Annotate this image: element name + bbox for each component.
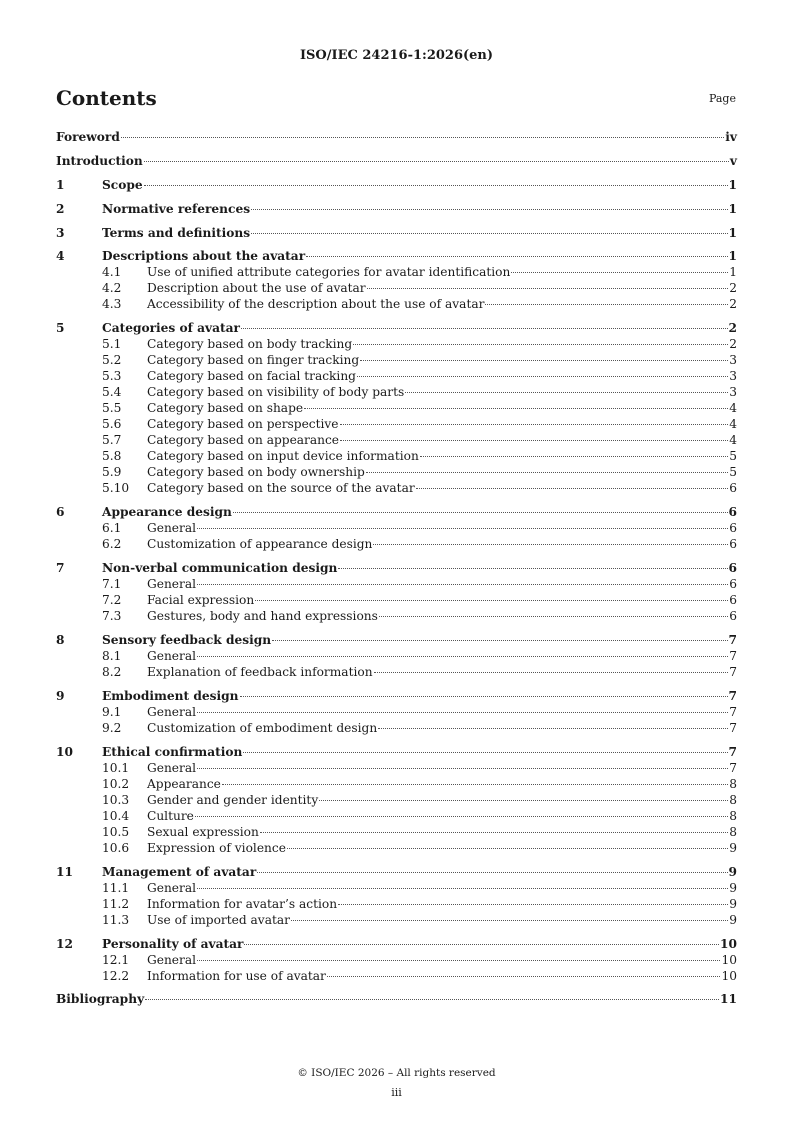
toc-subentry[interactable] [56, 448, 737, 464]
toc-entry-title: Facial expression [147, 593, 255, 608]
toc-entry-title: Foreword [56, 130, 120, 144]
dot-leader [306, 256, 727, 257]
toc-entry-title: Explanation of feedback information [147, 665, 373, 680]
toc-entry-title: Personality of avatar [102, 936, 244, 951]
toc-entry[interactable] [56, 936, 737, 952]
toc-entry-title: Description about the use of avatar [147, 281, 366, 296]
toc-entry-page: 6 [729, 537, 737, 552]
dot-leader [304, 408, 728, 409]
dot-leader [374, 672, 729, 673]
toc-entry-title: Category based on body tracking [147, 337, 353, 352]
toc-entry-page: 2 [729, 297, 737, 312]
dot-leader [360, 360, 728, 361]
toc-entry-title: Category based on shape [147, 401, 304, 416]
dot-leader [240, 696, 728, 697]
toc-subentry[interactable] [56, 912, 737, 928]
toc-entry-page: 7 [729, 649, 737, 664]
toc-entry-title: Category based on input device information [147, 449, 419, 464]
dot-leader [144, 185, 728, 186]
toc-entry-title: Category based on finger tracking [147, 353, 360, 368]
document-header: ISO/IEC 24216-1:2026(en) [299, 48, 494, 63]
toc-entry-number: 10.3 [102, 792, 130, 807]
dot-leader [257, 872, 727, 873]
dot-leader [233, 512, 728, 513]
toc-entry[interactable] [56, 560, 737, 576]
toc-entry-page: 6 [729, 577, 737, 592]
toc-subentry[interactable] [56, 336, 737, 352]
toc-entry-number: 11.2 [102, 896, 130, 911]
toc-subentry[interactable] [56, 776, 737, 792]
toc-entry-number: 10.4 [102, 808, 130, 823]
dot-leader [340, 440, 728, 441]
toc-entry-title: General [147, 704, 196, 719]
dot-leader [251, 233, 727, 234]
toc-entry-page: 9 [729, 896, 737, 911]
toc-entry[interactable] [56, 632, 737, 648]
toc-entry-number: 5.4 [102, 385, 122, 400]
dot-leader [291, 920, 728, 921]
toc-entry-title: Information for avatar’s action [147, 896, 338, 911]
toc-subentry[interactable] [56, 416, 737, 432]
toc-entry-page: 5 [729, 449, 737, 464]
dot-leader [255, 600, 728, 601]
dot-leader [416, 488, 729, 489]
toc-entry-title: General [147, 760, 196, 775]
toc-entry-page: 7 [729, 720, 737, 735]
dot-leader [222, 784, 728, 785]
toc-entry-number: 3 [56, 225, 65, 240]
dot-leader [287, 848, 728, 849]
toc-entry[interactable] [56, 991, 737, 1007]
toc-entry[interactable] [56, 201, 737, 217]
toc-entry[interactable] [56, 864, 737, 880]
toc-entry-number: 4 [56, 249, 65, 264]
toc-entry-page: v [729, 153, 737, 168]
toc-subentry[interactable] [56, 280, 737, 296]
toc-entry-title: Expression of violence [147, 840, 286, 855]
toc-entry-title: Sensory feedback design [102, 633, 272, 648]
toc-entry-title: Appearance [147, 776, 221, 791]
toc-entry-title: Culture [147, 808, 194, 823]
dot-leader [197, 584, 728, 585]
toc-entry-number: 7.2 [102, 593, 122, 608]
toc-entry-page: 7 [728, 633, 737, 648]
toc-entry-number: 12 [56, 936, 73, 951]
toc-entry-title: Management of avatar [102, 864, 257, 879]
toc-entry-title: Ethical confirmation [102, 744, 243, 759]
toc-entry-number: 5.10 [102, 481, 130, 496]
toc-entry-number: 10.1 [102, 760, 130, 775]
toc-subentry[interactable] [56, 520, 737, 536]
toc-entry-page: 5 [729, 465, 737, 480]
toc-entry-title: Information for use of avatar [147, 968, 326, 983]
page-title: Contents [56, 86, 157, 110]
dot-leader [366, 472, 728, 473]
toc-entry-page: 6 [729, 593, 737, 608]
toc-entry-number: 10.5 [102, 824, 130, 839]
toc-entry-title: Descriptions about the avatar [102, 249, 306, 264]
toc-entry-number: 9.1 [102, 704, 122, 719]
toc-subentry[interactable] [56, 432, 737, 448]
dot-leader [244, 944, 719, 945]
dot-leader [405, 392, 728, 393]
toc-entry-page: 7 [728, 688, 737, 703]
toc-entry[interactable] [56, 248, 737, 264]
dot-leader [197, 768, 728, 769]
toc-entry-page: 4 [729, 417, 737, 432]
dot-leader [241, 328, 728, 329]
toc-entry-title: General [147, 521, 196, 536]
dot-leader [319, 800, 728, 801]
dot-leader [353, 344, 728, 345]
toc-entry-page: 9 [729, 912, 737, 927]
toc-subentry[interactable] [56, 648, 737, 664]
toc-entry-title: Non-verbal communication design [102, 561, 338, 576]
toc-entry-page: 4 [729, 433, 737, 448]
toc-entry[interactable] [56, 153, 737, 169]
toc-entry-page: 6 [728, 561, 737, 576]
toc-entry-number: 6.2 [102, 537, 122, 552]
dot-leader [327, 976, 721, 977]
toc-entry-page: 7 [729, 704, 737, 719]
toc-entry-title: Use of imported avatar [147, 912, 290, 927]
toc-entry-title: Normative references [102, 201, 251, 216]
toc-entry-number: 9.2 [102, 720, 122, 735]
toc-entry-page: 7 [728, 744, 737, 759]
toc-entry-number: 4.1 [102, 265, 122, 280]
toc-entry-title: Customization of appearance design [147, 537, 373, 552]
toc-entry-page: 6 [728, 505, 737, 520]
dot-leader [260, 832, 728, 833]
toc-entry-number: 5.9 [102, 465, 122, 480]
toc-entry-page: 6 [729, 609, 737, 624]
dot-leader [379, 616, 728, 617]
toc-entry-page: 9 [728, 864, 737, 879]
toc-entry-page: 10 [721, 952, 737, 967]
toc-entry-page: 1 [728, 177, 737, 192]
toc-entry-title: Category based on visibility of body parts [147, 385, 405, 400]
toc-entry[interactable] [56, 688, 737, 704]
toc-entry-number: 5.1 [102, 337, 122, 352]
toc-subentry[interactable] [56, 720, 737, 736]
toc-entry-number: 7.1 [102, 577, 122, 592]
toc-subentry[interactable] [56, 384, 737, 400]
toc-entry-title: Customization of embodiment design [147, 720, 378, 735]
toc-entry-number: 4.2 [102, 281, 122, 296]
dot-leader [511, 272, 728, 273]
toc-entry-number: 5.7 [102, 433, 122, 448]
toc-entry-page: 7 [729, 760, 737, 775]
toc-entry-page: 9 [729, 840, 737, 855]
toc-entry-title: Terms and definitions [102, 225, 251, 240]
toc-entry-number: 11.1 [102, 880, 130, 895]
toc-subentry[interactable] [56, 608, 737, 624]
toc-entry-page: 7 [729, 665, 737, 680]
dot-leader [251, 209, 727, 210]
toc-subentry[interactable] [56, 704, 737, 720]
toc-entry-page: 1 [728, 249, 737, 264]
toc-entry[interactable] [56, 744, 737, 760]
toc-entry-number: 10.2 [102, 776, 130, 791]
toc-entry-page: 2 [729, 337, 737, 352]
toc-entry[interactable] [56, 129, 737, 145]
page-column-label: Page [708, 92, 736, 105]
toc-entry-number: 5.3 [102, 369, 122, 384]
toc-entry-page: 11 [720, 992, 737, 1007]
toc-entry-number: 6.1 [102, 521, 122, 536]
table-of-contents [56, 129, 737, 1007]
toc-entry-number: 10 [56, 744, 73, 759]
toc-entry-number: 6 [56, 505, 65, 520]
toc-subentry[interactable] [56, 840, 737, 856]
toc-entry-number: 9 [56, 688, 65, 703]
toc-entry-number: 8.1 [102, 649, 122, 664]
toc-entry-number: 12.2 [102, 968, 130, 983]
toc-entry-title: Introduction [56, 153, 143, 168]
toc-entry-page: iv [725, 130, 737, 144]
toc-entry-number: 5 [56, 321, 65, 336]
toc-entry-page: 8 [729, 824, 737, 839]
toc-entry-page: 6 [729, 481, 737, 496]
toc-subentry[interactable] [56, 880, 737, 896]
toc-entry-title: Use of unified attribute categories for avatar identification [147, 265, 511, 280]
toc-subentry[interactable] [56, 464, 737, 480]
toc-entry-page: 10 [720, 936, 737, 951]
toc-entry-page: 8 [729, 776, 737, 791]
toc-entry-title: Bibliography [56, 992, 145, 1007]
toc-entry-number: 8 [56, 633, 65, 648]
dot-leader [145, 999, 719, 1000]
dot-leader [144, 161, 729, 162]
toc-entry-page: 6 [729, 521, 737, 536]
toc-entry-number: 12.1 [102, 952, 130, 967]
toc-subentry[interactable] [56, 896, 737, 912]
toc-entry-number: 5.6 [102, 417, 122, 432]
toc-entry[interactable] [56, 177, 737, 193]
dot-leader [338, 904, 728, 905]
toc-entry-number: 10.6 [102, 840, 130, 855]
toc-entry-page: 1 [728, 201, 737, 216]
toc-subentry[interactable] [56, 968, 737, 984]
dot-leader [373, 544, 728, 545]
toc-entry-title: Appearance design [102, 505, 232, 520]
toc-subentry[interactable] [56, 664, 737, 680]
toc-subentry[interactable] [56, 952, 737, 968]
toc-entry-title: Category based on the source of the avatar [147, 481, 415, 496]
toc-entry-title: General [147, 952, 196, 967]
toc-entry-title: Category based on perspective [147, 417, 339, 432]
toc-entry-page: 3 [729, 353, 737, 368]
toc-entry-title: General [147, 880, 196, 895]
toc-subentry[interactable] [56, 808, 737, 824]
toc-entry-page: 1 [729, 265, 737, 280]
page-number: iii [391, 1086, 402, 1099]
dot-leader [197, 656, 728, 657]
toc-entry[interactable] [56, 320, 737, 336]
toc-subentry[interactable] [56, 792, 737, 808]
toc-entry-page: 4 [729, 401, 737, 416]
toc-entry-page: 2 [728, 321, 737, 336]
copyright-footer: © ISO/IEC 2026 – All rights reserved [297, 1067, 496, 1079]
toc-entry-page: 8 [729, 792, 737, 807]
toc-entry-title: Sexual expression [147, 824, 259, 839]
toc-entry-title: Embodiment design [102, 688, 239, 703]
toc-entry-number: 11 [56, 864, 73, 879]
toc-entry-number: 1 [56, 177, 65, 192]
toc-subentry[interactable] [56, 368, 737, 384]
toc-entry-page: 2 [729, 281, 737, 296]
toc-subentry[interactable] [56, 760, 737, 776]
toc-entry-title: Category based on body ownership [147, 465, 365, 480]
toc-entry-number: 5.5 [102, 401, 122, 416]
toc-subentry[interactable] [56, 576, 737, 592]
toc-entry-page: 1 [728, 225, 737, 240]
dot-leader [121, 137, 724, 138]
dot-leader [243, 752, 727, 753]
dot-leader [357, 376, 728, 377]
toc-entry-number: 5.8 [102, 449, 122, 464]
toc-entry[interactable] [56, 504, 737, 520]
dot-leader [272, 640, 727, 641]
dot-leader [420, 456, 728, 457]
toc-subentry[interactable] [56, 264, 737, 280]
dot-leader [340, 424, 729, 425]
toc-entry-number: 11.3 [102, 912, 130, 927]
toc-entry-title: Category based on facial tracking [147, 369, 356, 384]
toc-entry-title: General [147, 649, 196, 664]
toc-subentry[interactable] [56, 352, 737, 368]
toc-subentry[interactable] [56, 400, 737, 416]
toc-subentry[interactable] [56, 592, 737, 608]
dot-leader [338, 568, 727, 569]
toc-entry-number: 4.3 [102, 297, 122, 312]
toc-entry-title: Category based on appearance [147, 433, 340, 448]
toc-subentry[interactable] [56, 296, 737, 312]
toc-entry-page: 10 [721, 968, 737, 983]
dot-leader [485, 304, 728, 305]
toc-entry-page: 8 [729, 808, 737, 823]
dot-leader [197, 888, 728, 889]
dot-leader [197, 712, 728, 713]
toc-entry-title: Scope [102, 177, 143, 192]
toc-entry-title: Gender and gender identity [147, 792, 319, 807]
toc-subentry[interactable] [56, 824, 737, 840]
toc-entry[interactable] [56, 225, 737, 241]
toc-entry-number: 7 [56, 561, 65, 576]
toc-entry-number: 8.2 [102, 665, 122, 680]
dot-leader [378, 728, 728, 729]
dot-leader [367, 288, 729, 289]
toc-entry-number: 5.2 [102, 353, 122, 368]
dot-leader [195, 816, 728, 817]
toc-entry-number: 7.3 [102, 609, 122, 624]
toc-entry-page: 3 [729, 385, 737, 400]
dot-leader [197, 960, 720, 961]
toc-entry-page: 3 [729, 369, 737, 384]
dot-leader [197, 528, 728, 529]
toc-entry-number: 2 [56, 201, 65, 216]
toc-entry-title: Categories of avatar [102, 321, 240, 336]
toc-entry-title: Accessibility of the description about the use of avatar [147, 297, 485, 312]
toc-subentry[interactable] [56, 480, 737, 496]
toc-subentry[interactable] [56, 536, 737, 552]
toc-entry-page: 9 [729, 880, 737, 895]
toc-entry-title: Gestures, body and hand expressions [147, 609, 378, 624]
toc-entry-title: General [147, 577, 196, 592]
